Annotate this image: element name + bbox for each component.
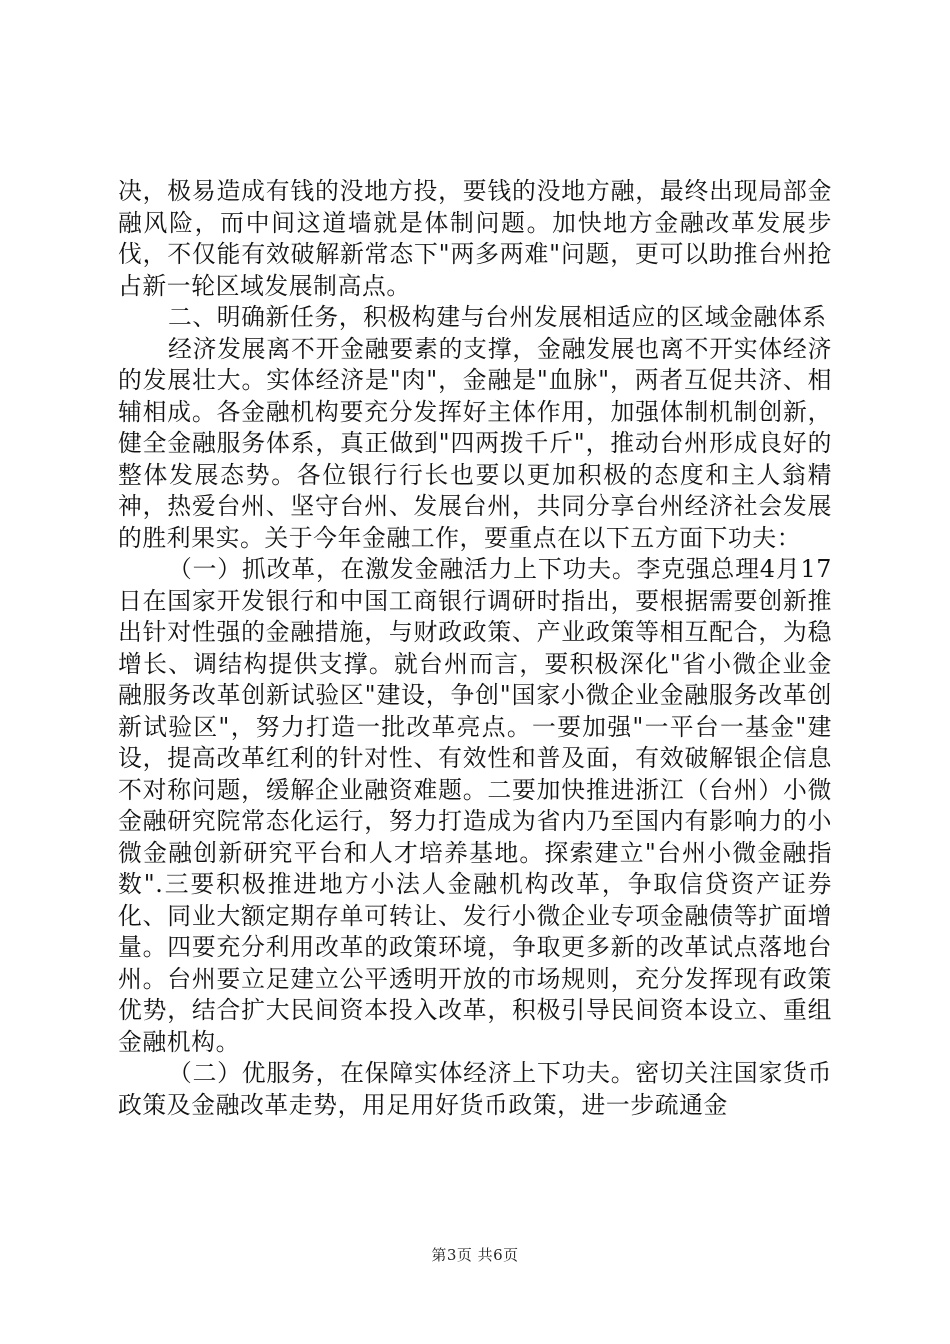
section-heading: 二、明确新任务，积极构建与台州发展相适应的区域金融体系	[167, 303, 827, 331]
paragraph: （二）优服务，在保障实体经济上下功夫。密切关注国家货币政策及金融改革走势，用足用好货币政策，进一步疏通金	[118, 1059, 832, 1119]
paragraph: （一）抓改革，在激发金融活力上下功夫。李克强总理4月17日在国家开发银行和中国工商银行调研时指出，要根据需要创新推出针对性强的金融措施，与财政政策、产业政策等相互配合，为稳增长、调结构提供支撑。就台州而言，要积极深化"省小微企业金融服务改革创新试验区"建设，争创"国家小微企业金融服务改革创新试验区"，努力打造一批改革亮点。一要加强"一平台一基金"建设，提高改革红利的针对性、有效性和普及面，有效破解银企信息不对称问题，缓解企业融资难题。二要加快推进浙江（台州）小微金融研究院常态化运行，努力打造成为省内乃至国内有影响力的小微金融创新研究平台和人才培养基地。探索建立"台州小微金融指数".三要积极推进地方小法人金融机构改革，争取信贷资产证券化、同业大额定期存单可转让、发行小微企业专项金融债等扩面增量。四要充分利用改革的政策环境，争取更多新的改革试点落地台州。台州要立足建立公平透明开放的市场规则，充分发挥现有政策优势，结合扩大民间资本投入改革，积极引导民间资本设立、重组金融机构。	[118, 555, 832, 1056]
page-number-footer: 第3页 共6页	[431, 1246, 519, 1264]
paragraph: 决，极易造成有钱的没地方投，要钱的没地方融，最终出现局部金融风险，而中间这道墙就是体制问题。加快地方金融改革发展步伐，不仅能有效破解新常态下"两多两难"问题，更可以助推台州抢占新一轮区域发展制高点。	[118, 177, 832, 300]
paragraph: 经济发展离不开金融要素的支撑，金融发展也离不开实体经济的发展壮大。实体经济是"肉"，金融是"血脉"，两者互促共济、相辅相成。各金融机构要充分发挥好主体作用，加强体制机制创新，健全金融服务体系，真正做到"四两拨千斤"，推动台州形成良好的整体发展态势。各位银行行长也要以更加积极的态度和主人翁精神，热爱台州、坚守台州、发展台州，共同分享台州经济社会发展的胜利果实。关于今年金融工作，要重点在以下五方面下功夫：	[118, 334, 832, 552]
document-body	[118, 176, 832, 1121]
